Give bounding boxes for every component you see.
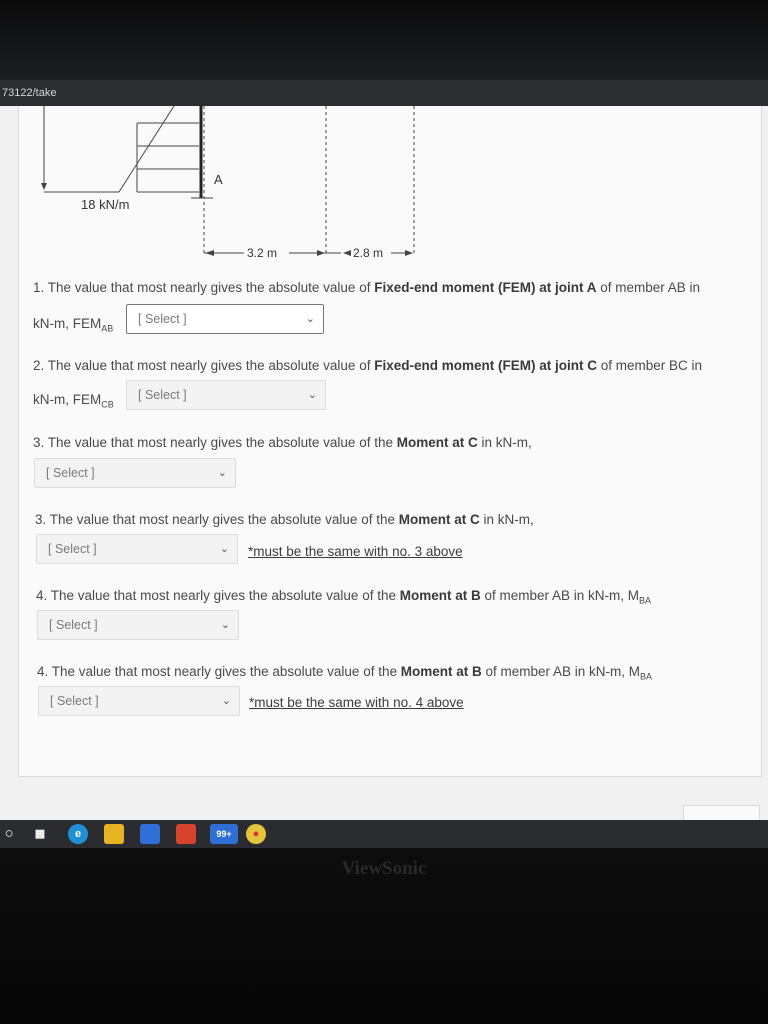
chevron-down-icon: ⌄ [219, 543, 229, 555]
question-1 [33, 280, 753, 295]
chevron-down-icon: ⌄ [305, 313, 315, 325]
monitor-bezel [0, 848, 768, 1024]
q3b-select-value: [ Select ] [48, 542, 97, 556]
task-view-icon[interactable]: ▦ [34, 828, 46, 840]
question-3b [35, 512, 755, 527]
chevron-down-icon: ⌄ [220, 619, 230, 631]
search-icon[interactable]: ○ [4, 825, 14, 842]
mail-badge: 99+ [216, 829, 232, 839]
q4b-text-pre: 4. The value that most nearly gives the absolute value of the [37, 664, 401, 679]
address-bar[interactable] [0, 80, 768, 106]
chrome-icon[interactable]: ● [246, 824, 266, 844]
q3b-text-post: in kN-m, [479, 512, 534, 527]
q4-select-value: [ Select ] [49, 618, 98, 632]
chevron-down-icon: ⌄ [307, 389, 317, 401]
q2-fem-sub: CB [101, 399, 114, 410]
screen-bezel-top [0, 0, 768, 80]
dimension-2: 2.8 m [353, 246, 384, 260]
question-4b [37, 664, 757, 682]
q2-fem-label: kN-m, FEM [33, 392, 102, 407]
q2-select[interactable] [126, 380, 326, 410]
q2-text-pre: 2. The value that most nearly gives the absolute value of [33, 358, 375, 373]
windows-taskbar [0, 820, 768, 848]
store-icon[interactable] [140, 824, 160, 844]
beam-diagram [19, 106, 761, 271]
question-2 [33, 358, 753, 373]
q4b-mba-sub: BA [640, 671, 653, 682]
q3b-text-pre: 3. The value that most nearly gives the absolute value of the [35, 512, 399, 527]
q4-select[interactable] [37, 610, 239, 640]
q4-mba-sub: BA [639, 595, 652, 606]
q4b-text-post: of member AB in kN-m, M [481, 664, 641, 679]
q1-select[interactable] [126, 304, 324, 334]
dimension-1: 3.2 m [247, 246, 278, 260]
q3b-text-bold: Moment at C [398, 512, 480, 527]
question-card [18, 106, 762, 777]
q1-fem-label: kN-m, FEM [33, 316, 102, 331]
q2-select-value: [ Select ] [138, 388, 187, 402]
q4-text-post: of member AB in kN-m, M [480, 588, 640, 603]
joint-a-label: A [214, 172, 223, 187]
q2-text-bold: Fixed-end moment (FEM) at joint C [374, 358, 597, 373]
load-slope-line [119, 106, 174, 192]
q3-select[interactable] [34, 458, 236, 488]
file-explorer-icon[interactable] [104, 824, 124, 844]
q3-select-value: [ Select ] [46, 466, 95, 480]
q1-text-pre: 1. The value that most nearly gives the absolute value of [33, 280, 375, 295]
q3b-note: *must be the same with no. 3 above [248, 544, 463, 559]
q4b-select-value: [ Select ] [50, 694, 99, 708]
q4b-note: *must be the same with no. 4 above [249, 695, 464, 710]
q1-text-bold: Fixed-end moment (FEM) at joint A [374, 280, 597, 295]
question-4 [36, 588, 756, 606]
q3b-select[interactable] [36, 534, 238, 564]
q2-text-post: of member BC in [596, 358, 703, 373]
q1-select-value: [ Select ] [138, 312, 187, 326]
q4b-select[interactable] [38, 686, 240, 716]
quiz-page [0, 106, 768, 820]
q3-text-post: in kN-m, [477, 435, 532, 450]
q3-text-bold: Moment at C [396, 435, 478, 450]
question-3 [33, 435, 753, 450]
q4-text-pre: 4. The value that most nearly gives the absolute value of the [36, 588, 400, 603]
q4b-text-bold: Moment at B [400, 664, 482, 679]
monitor-brand-logo: ViewSonic [341, 858, 427, 879]
url-text: 73122/take [2, 87, 57, 99]
edge-icon[interactable]: e [68, 824, 88, 844]
mail-icon[interactable] [210, 824, 238, 844]
chevron-down-icon: ⌄ [217, 467, 227, 479]
q3-text-pre: 3. The value that most nearly gives the absolute value of the [33, 435, 397, 450]
office-icon[interactable] [176, 824, 196, 844]
load-label: 18 kN/m [81, 197, 130, 212]
q1-fem-sub: AB [101, 323, 114, 334]
q1-text-post: of member AB in [596, 280, 701, 295]
chevron-down-icon: ⌄ [221, 695, 231, 707]
q4-text-bold: Moment at B [399, 588, 481, 603]
